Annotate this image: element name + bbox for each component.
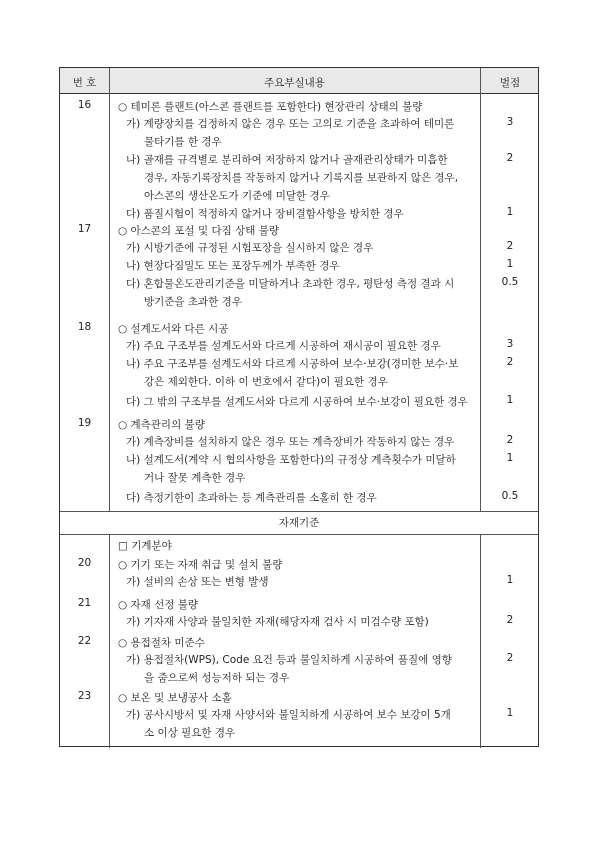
column-divider: [109, 68, 110, 511]
category-label: □ 기계분야: [118, 540, 172, 552]
table-header: [60, 68, 538, 94]
penalty-points: 1: [506, 258, 514, 270]
item-number: 16: [77, 99, 92, 111]
penalty-points: 1: [506, 707, 514, 719]
header-content: 주요부실내용: [264, 77, 325, 89]
criterion-text: 가) 공사시방서 및 자재 사양서와 불일치하게 시공하여 보수 보강이 5개: [126, 709, 451, 721]
penalty-points: 1: [506, 452, 514, 464]
criterion-text: 소 이상 필요한 경우: [144, 727, 236, 739]
item-title: ○ 계측관리의 불량: [118, 419, 205, 431]
criterion-text: 다) 품질시험이 적정하지 않거나 장비결함사항을 방치한 경우: [126, 208, 404, 220]
penalty-points: 0.5: [501, 276, 519, 288]
header-points: 벌점: [499, 77, 521, 89]
penalty-points: 1: [506, 206, 514, 218]
criterion-text: 가) 용접절차(WPS), Code 요건 등과 불일치하게 시공하여 품질에 영향: [126, 654, 452, 666]
item-title: ○ 설계도서와 다른 시공: [118, 323, 229, 335]
item-number: 20: [77, 557, 92, 569]
item-title: ○ 아스콘의 포설 및 다짐 상태 불량: [118, 225, 280, 237]
criterion-text: 나) 설계도서(계약 시 협의사항을 포함한다)의 규정상 계측횟수가 미달하: [126, 454, 456, 466]
item-number: 22: [77, 635, 92, 647]
penalty-points: 1: [506, 574, 514, 586]
criterion-text: 강은 제외한다. 이하 이 번호에서 같다)이 필요한 경우: [144, 376, 388, 388]
item-number: 17: [77, 223, 92, 235]
criterion-text: 경우, 자동기록장치를 작동하지 않거나 기록지를 보관하지 않은 경우,: [144, 172, 459, 184]
criterion-text: 가) 설비의 손상 또는 변형 발생: [126, 576, 269, 588]
header-number: 번 호: [72, 77, 97, 89]
criterion-text: 가) 계측장비를 설치하지 않은 경우 또는 계측장비가 작동하지 않는 경우: [126, 436, 455, 448]
penalty-points: 2: [506, 240, 514, 252]
criterion-text: 다) 혼합물온도관리기준을 미달하거나 초과한 경우, 평탄성 측정 결과 시: [126, 278, 455, 290]
criterion-text: 아스콘의 생산온도가 기준에 미달한 경우: [144, 190, 330, 202]
criterion-text: 다) 측정기한이 초과하는 등 계측관리를 소홀히 한 경우: [126, 492, 377, 504]
criterion-text: 다) 그 밖의 구조부를 설계도서와 다르게 시공하여 보수·보강이 필요한 경우: [126, 396, 468, 408]
criterion-text: 나) 현장다짐밀도 또는 포장두께가 부족한 경우: [126, 260, 340, 272]
criterion-text: 을 줌으로써 성능저하 되는 경우: [144, 672, 290, 684]
penalty-points: 2: [506, 614, 514, 626]
item-title: ○ 자재 선정 불량: [118, 599, 199, 611]
penalty-points: 2: [506, 152, 514, 164]
section-title: 자재기준: [278, 517, 320, 529]
item-number: 18: [77, 321, 92, 333]
criterion-text: 거나 잘못 계측한 경우: [144, 472, 246, 484]
criterion-text: 나) 골재를 규격별로 분리하여 저장하지 않거나 골재관리상태가 미흡한: [126, 154, 448, 166]
criterion-text: 가) 주요 구조부를 설계도서와 다르게 시공하여 재시공이 필요한 경우: [126, 340, 441, 352]
item-number: 23: [77, 690, 92, 702]
section-divider: [60, 534, 538, 535]
standards-table: [59, 67, 539, 747]
criterion-text: 가) 기자재 사양과 불일치한 자재(해당자재 검사 시 미검수량 포함): [126, 616, 429, 628]
criterion-text: 가) 계량장치를 검정하지 않은 경우 또는 고의로 기준을 초과하여 테미론: [126, 118, 455, 130]
item-title: ○ 기기 또는 자재 취급 및 설치 불량: [118, 559, 283, 571]
penalty-points: 3: [506, 338, 514, 350]
item-title: ○ 용접절차 미준수: [118, 637, 205, 649]
penalty-points: 1: [506, 394, 514, 406]
item-number: 19: [77, 417, 92, 429]
criterion-text: 가) 시방기준에 규정된 시험포장을 실시하지 않은 경우: [126, 242, 374, 254]
item-title: ○ 보온 및 보냉공사 소홀: [118, 692, 232, 704]
penalty-points: 2: [506, 356, 514, 368]
penalty-points: 0.5: [501, 490, 519, 502]
criterion-text: 물타기를 한 경우: [144, 136, 222, 148]
penalty-points: 3: [506, 116, 514, 128]
penalty-points: 2: [506, 652, 514, 664]
criterion-text: 방기준을 초과한 경우: [144, 296, 242, 308]
column-divider: [109, 534, 110, 748]
penalty-points: 2: [506, 434, 514, 446]
criterion-text: 나) 주요 구조부를 설계도서와 다르게 시공하여 보수·보강(경미한 보수·보: [126, 358, 459, 370]
section-divider: [60, 511, 538, 512]
item-number: 21: [77, 597, 92, 609]
item-title: ○ 테미론 플랜트(아스콘 플랜트를 포함한다) 현장관리 상태의 불량: [118, 101, 423, 113]
